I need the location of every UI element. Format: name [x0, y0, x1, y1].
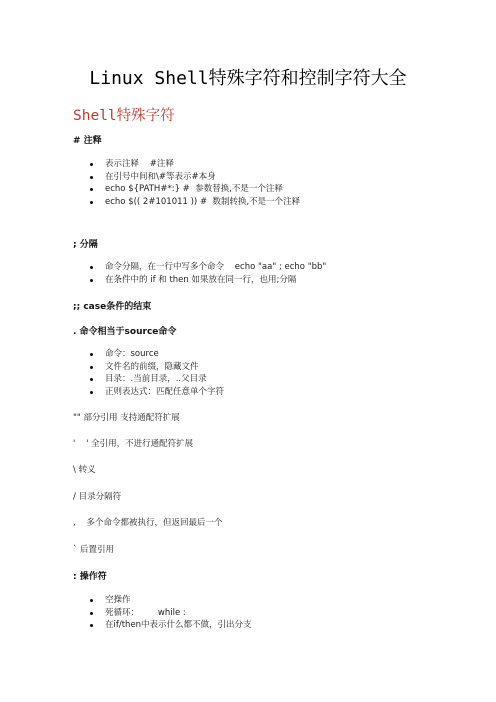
dot-list [88, 348, 224, 399]
comment-list [88, 158, 300, 209]
comma-text: , 多个命令都被执行，但返回最后一个 [73, 518, 223, 528]
dot-heading: . 命令相当于source命令 [73, 327, 177, 337]
separator-list [88, 261, 326, 286]
comment-heading: # 注释 [73, 136, 102, 146]
list-item: 死循环： while : [88, 607, 252, 620]
double-quote-text: "" 部分引用 支持通配符扩展 [73, 413, 180, 423]
slash-text: / 目录分隔符 [73, 492, 122, 502]
case-end-heading: ;; case条件的结束 [73, 302, 152, 312]
list-item: 正则表达式：匹配任意单个字符 [88, 386, 224, 399]
escape-text: \ 转义 [73, 465, 96, 475]
list-item: 命令分隔，在一行中写多个命令 echo "aa" ; echo "bb" [88, 261, 326, 274]
single-quote-text: ' ' 全引用，不进行通配符扩展 [73, 439, 194, 449]
list-item: 命令：source [88, 348, 224, 361]
list-item: 表示注释 #注释 [88, 158, 300, 171]
list-item: echo ${PATH#*:} # 参数替换,不是一个注释 [88, 183, 300, 196]
list-item: echo $(( 2#101011 )) # 数制转换,不是一个注释 [88, 196, 300, 209]
list-item: 在引号中间和\#等表示#本身 [88, 171, 300, 184]
separator-heading: ; 分隔 [73, 240, 98, 250]
list-item: 文件名的前缀，隐藏文件 [88, 361, 224, 374]
list-item: 在条件中的 if 和 then 如果放在同一行，也用;分隔 [88, 274, 326, 287]
list-item: 在if/then中表示什么都不做，引出分支 [88, 619, 252, 632]
document-title: Linux Shell特殊字符和控制字符大全 [89, 68, 407, 89]
list-item: 目录：.当前目录，..父目录 [88, 373, 224, 386]
colon-list [88, 594, 252, 632]
section-title: Shell特殊字符 [73, 108, 175, 124]
backtick-text: ` 后置引用 [73, 545, 114, 555]
list-item: 空操作 [88, 594, 252, 607]
colon-heading: : 操作符 [73, 572, 107, 582]
